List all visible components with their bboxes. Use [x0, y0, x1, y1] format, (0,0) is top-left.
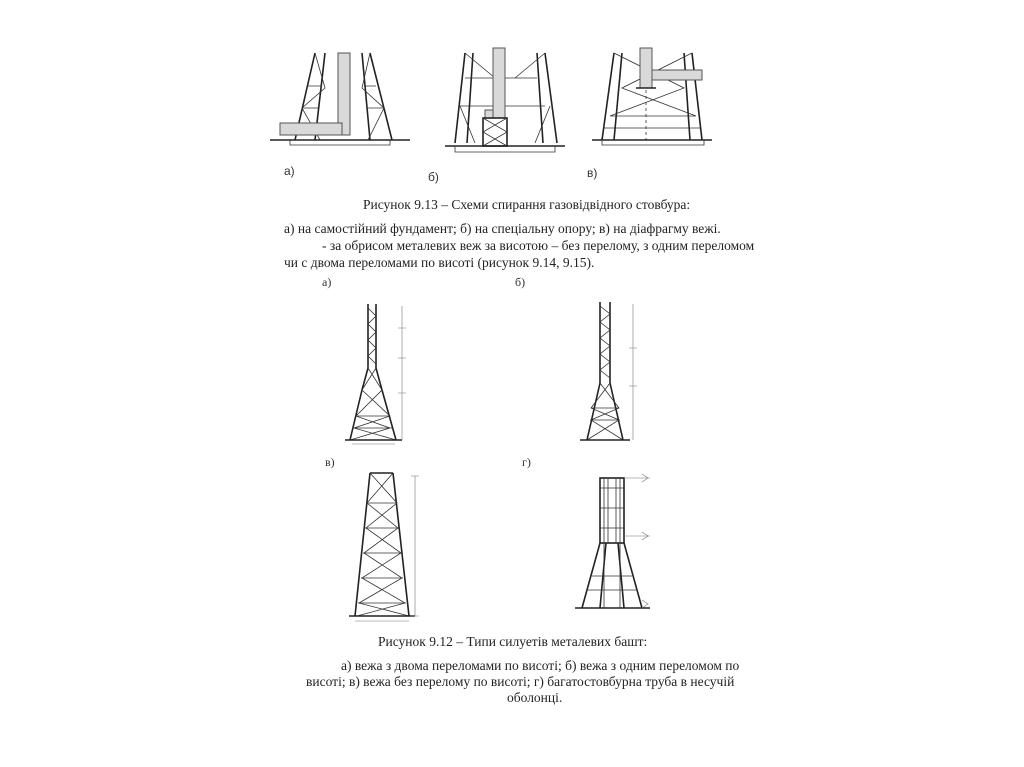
fig913-tower-a: [270, 48, 410, 148]
fig912-description-line1: а) вежа з двома переломами по висоті; б) вежа з одним переломом по: [341, 658, 740, 673]
fig913-label-c: в): [587, 166, 598, 180]
fig912-tower-a: [340, 298, 420, 448]
fig912-label-b: б): [515, 275, 526, 289]
fig912-tower-c: [335, 468, 445, 628]
fig913-label-b: б): [428, 170, 439, 184]
fig912-caption: Рисунок 9.12 – Типи силуетів металевих башт:: [378, 634, 648, 649]
fig912-tower-b: [575, 298, 655, 448]
fig912-label-c: в): [325, 455, 335, 469]
fig913-tower-c: [592, 48, 712, 148]
fig913-label-a: а): [284, 164, 295, 178]
fig913-caption: Рисунок 9.13 – Схеми спирання газовідвідного стовбура:: [363, 197, 691, 212]
fig912-label-a: а): [322, 275, 332, 289]
fig912-label-d: г): [522, 455, 531, 469]
paragraph-line2: чи с двома переломами по висоті (рисунок 9.14, 9.15).: [284, 255, 595, 270]
fig913-tower-b: [445, 48, 565, 153]
fig913-description: а) на самостійний фундамент; б) на спеціальну опору; в) на діафрагму вежі.: [284, 221, 721, 236]
fig912-tower-d: [570, 468, 700, 628]
fig912-description-line3: оболонці.: [507, 690, 563, 705]
paragraph-line1: - за обрисом металевих веж за висотою – без перелому, з одним переломом: [322, 238, 755, 253]
fig912-description-line2: висоті; в) вежа без перелому по висоті; г) багатостовбурна труба в несучій: [306, 674, 735, 689]
